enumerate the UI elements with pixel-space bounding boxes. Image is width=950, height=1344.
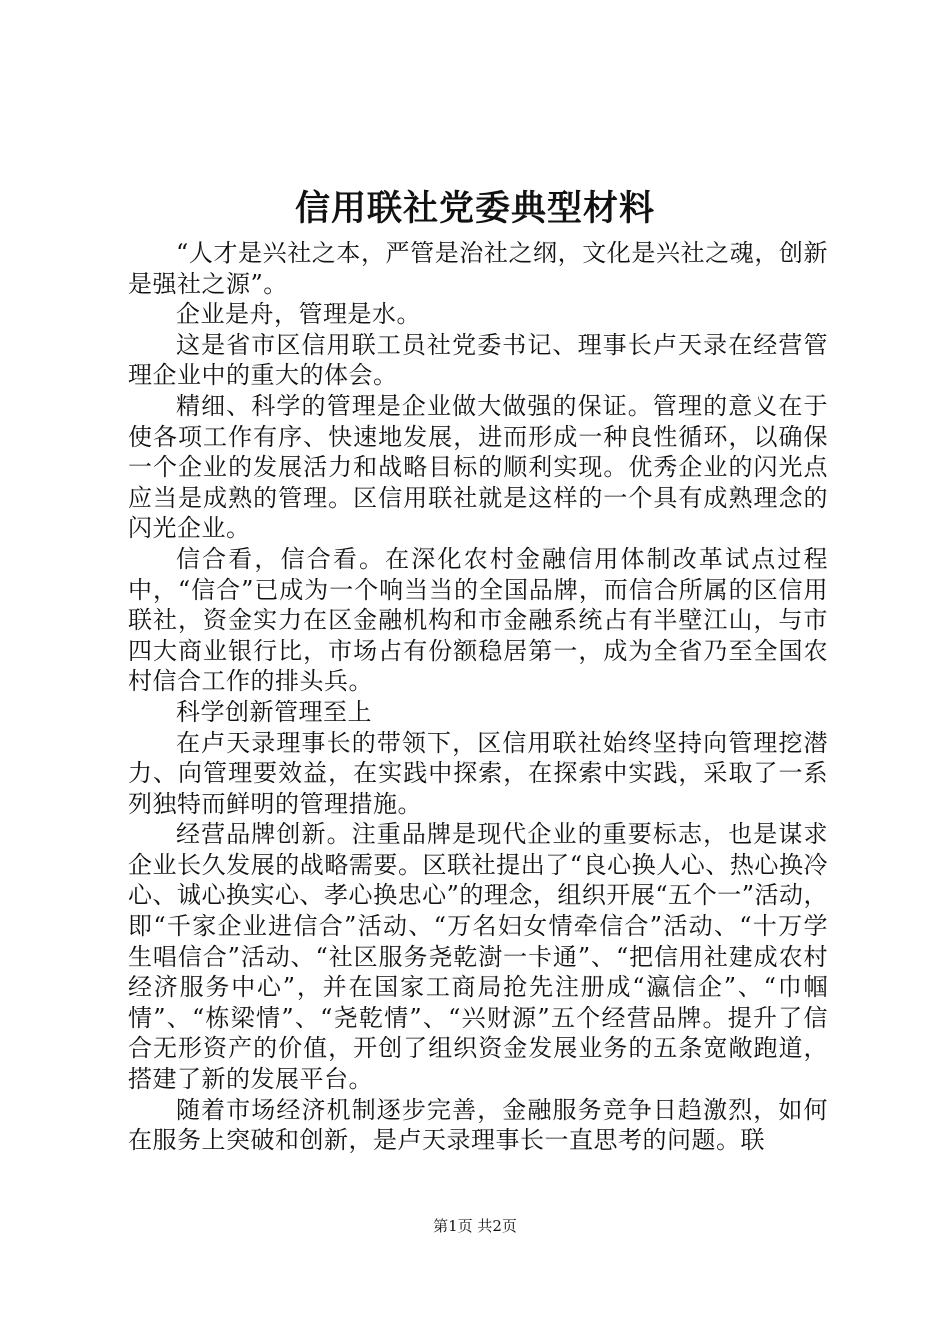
section-heading: 科学创新管理至上 <box>176 697 372 726</box>
page-footer: 第1页 共2页 <box>433 1217 517 1235</box>
paragraph-2: 企业是舟，管理是水。 <box>176 300 421 329</box>
paragraph-8: 随着市场经济机制逐步完善，金融服务竞争日趋激烈，如何在服务上突破和创新，是卢天录理事长一直思考的问题。联 <box>128 1095 828 1155</box>
paragraph-7: 经营品牌创新。注重品牌是现代企业的重要标志，也是谋求企业长久发展的战略需要。区联社提出了“良心换人心、热心换冷心、诚心换实心、孝心换忠心”的理念，组织开展“五个一”活动，即“千家企业进信合”活动、“万名妇女情牵信合”活动、“十万学生唱信合”活动、“社区服务尧乾澍一卡通”、“把信用社建成农村经济服务中心”，并在国家工商局抢先注册成“瀛信企”、“巾帼情”、“栋梁情”、“尧乾情”、“兴财源”五个经营品牌。提升了信合无形资产的价值，开创了组织资金发展业务的五条宽敞跑道，搭建了新的发展平台。 <box>128 820 828 1094</box>
paragraph-4: 精细、科学的管理是企业做大做强的保证。管理的意义在于使各项工作有序、快速地发展，进而形成一种良性循环，以确保一个企业的发展活力和战略目标的顺利实现。优秀企业的闪光点应当是成熟的管理。区信用联社就是这样的一个具有成熟理念的闪光企业。 <box>128 391 828 543</box>
paragraph-3: 这是省市区信用联工员社党委书记、理事长卢天录在经营管理企业中的重大的体会。 <box>128 330 828 390</box>
paragraph-5: 信合看，信合看。在深化农村金融信用体制改革试点过程中，“信合”已成为一个响当当的全国品牌，而信合所属的区信用联社，资金实力在区金融机构和市金融系统占有半壁江山，与市四大商业银行比，市场占有份额稳居第一，成为全省乃至全国农村信合工作的排头兵。 <box>128 544 828 696</box>
paragraph-6: 在卢天录理事长的带领下，区信用联社始终坚持向管理挖潜力、向管理要效益，在实践中探索，在探索中实践，采取了一系列独特而鲜明的管理措施。 <box>128 728 828 818</box>
document-body <box>128 238 828 1156</box>
paragraph-1: “人才是兴社之本，严管是治社之纲，文化是兴社之魂，创新是强社之源”。 <box>128 239 828 298</box>
document-title: 信用联社党委典型材料 <box>294 188 655 229</box>
